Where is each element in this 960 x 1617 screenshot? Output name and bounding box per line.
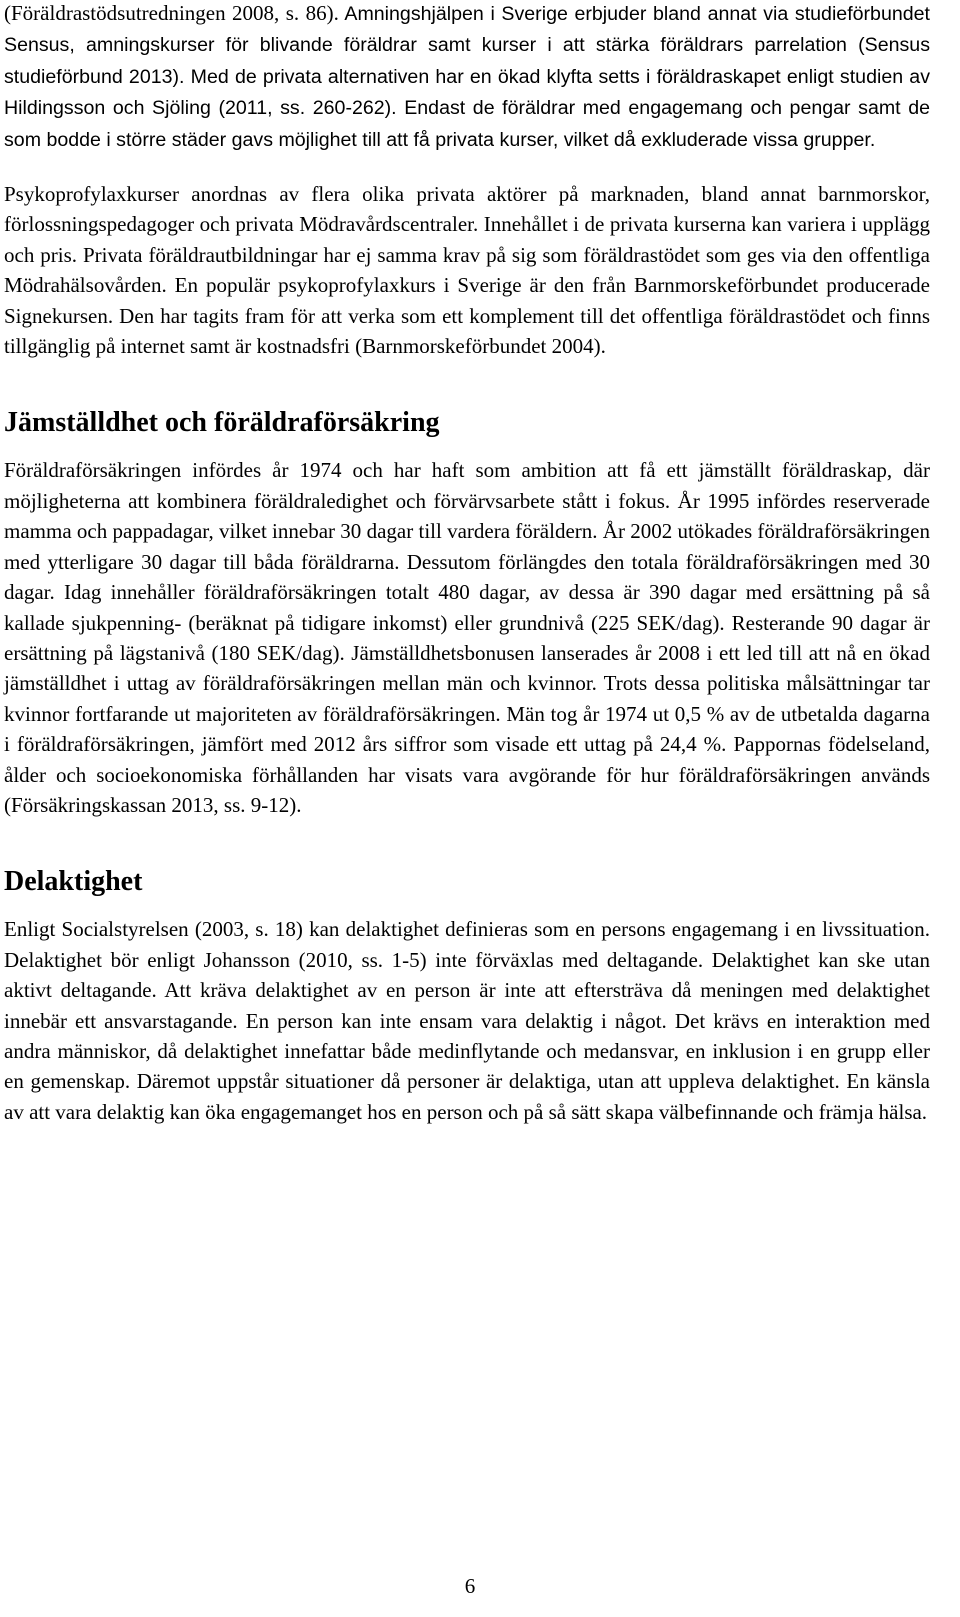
paragraph-intro-citation: (Föräldrastödsutredningen 2008, s. 86). — [4, 1, 339, 25]
spacer — [4, 440, 930, 455]
paragraph-delaktighet: Enligt Socialstyrelsen (2003, s. 18) kan delaktighet definieras som en persons engagemang i en livssituation. Delaktighet bör enligt Johansson (2010, ss. 1-5) inte förväxlas med deltagande. Delaktighet kan ske utan aktivt deltagande. Att kräva delaktighet av en person är inte att eftersträva då meningen med delaktighet innebär ett ansvarstagande. En person kan inte ensam vara delaktig i något. Det krävs en interaktion med andra människor, då delaktighet innefattar både medinflytande och medansvar, en inklusion i en grupp eller en gemenskap. Däremot uppstår situationer då personer är delaktiga, utan att uppleva delaktighet. En känsla av att vara delaktig kan öka engagemanget hos en person och på så sätt skapa välbefinnande och främja hälsa. — [4, 917, 930, 1124]
page-number: 6 — [464, 1574, 476, 1598]
spacer — [4, 899, 930, 914]
paragraph-intro-body: Amningshjälpen i Sverige erbjuder bland annat via studieförbundet Sensus, amningskurser för blivande föräldrar samt kurser i att stärka föräldrars parrelation (Sensus studieförbund 2013). Med de privata alternativen har en ökad klyfta setts i föräldraskapet enligt studien av Hildingsson och Sjöling (2011, ss. 260-262). Endast de föräldrar med engagemang och pengar samt de som bodde i större städer gavs möjlighet till att få privata kurser, vilket då exkluderade vissa grupper. — [4, 3, 930, 151]
paragraph-psykoprofylax: Psykoprofylaxkurser anordnas av flera olika privata aktörer på marknaden, bland annat barnmorskor, förlossningspedagoger och privata Mödravårdscentraler. Innehållet i de privata kurserna kan variera i upplägg och pris. Privata föräldrautbildningar har ej samma krav på sig som föräldrastödet som ges via den offentliga Mödrahälsovården. En populär psykoprofylaxkurs i Sverige är den från Barnmorskeförbundet producerade Signekursen. Den har tagits fram för att verka som ett komplement till det offentliga föräldrastödet och finns tillgänglig på internet samt är kostnadsfri (Barnmorskeförbundet 2004). — [4, 182, 930, 359]
paragraph-intro — [4, 0, 930, 155]
section-heading-delaktighet: Delaktighet — [4, 866, 143, 898]
paragraph-jamstalldhet: Föräldraförsäkringen infördes år 1974 och har haft som ambition att få ett jämställt föräldraskap, där möjligheterna att kombinera föräldraledighet och förvärvsarbete stått i fokus. År 1995 infördes reserverade mamma och pappadagar, vilket innebar 30 dagar till vardera föräldern. År 2002 utökades föräldraförsäkringen med ytterligare 30 dagar till båda föräldrarna. Dessutom förlängdes den totala föräldraförsäkringen med 30 dagar. Idag innehåller föräldraförsäkringen totalt 480 dagar, av dessa är 390 dagar med ersättning på så kallade sjukpenning- (beräknat på tidigare inkomst) eller grundnivå (225 SEK/dag). Resterande 90 dagar är ersättning på lägstanivå (180 SEK/dag). Jämställdhetsbonusen lanserades år 2008 i ett led till att nå en ökad jämställdhet i uttag av föräldraförsäkringen mellan män och kvinnor. Trots dessa politiska målsättningar tar kvinnor fortfarande ut majoriteten av föräldraförsäkringen. Män tog år 1974 ut 0,5 % av de utbetalda dagarna i föräldraförsäkringen, jämfört med 2012 års siffror som visade ett uttag på 24,4 %. Pappornas födelseland, ålder och socioekonomiska förhållanden har visats vara avgörande för hur föräldraförsäkringen används (Försäkringskassan 2013, ss. 9-12). — [4, 458, 930, 817]
spacer — [4, 155, 930, 179]
spacer — [4, 820, 930, 865]
section-heading-jamstalldhet: Jämställdhet och föräldraförsäkring — [4, 407, 440, 439]
document-page — [4, 0, 930, 1617]
spacer — [4, 361, 930, 406]
